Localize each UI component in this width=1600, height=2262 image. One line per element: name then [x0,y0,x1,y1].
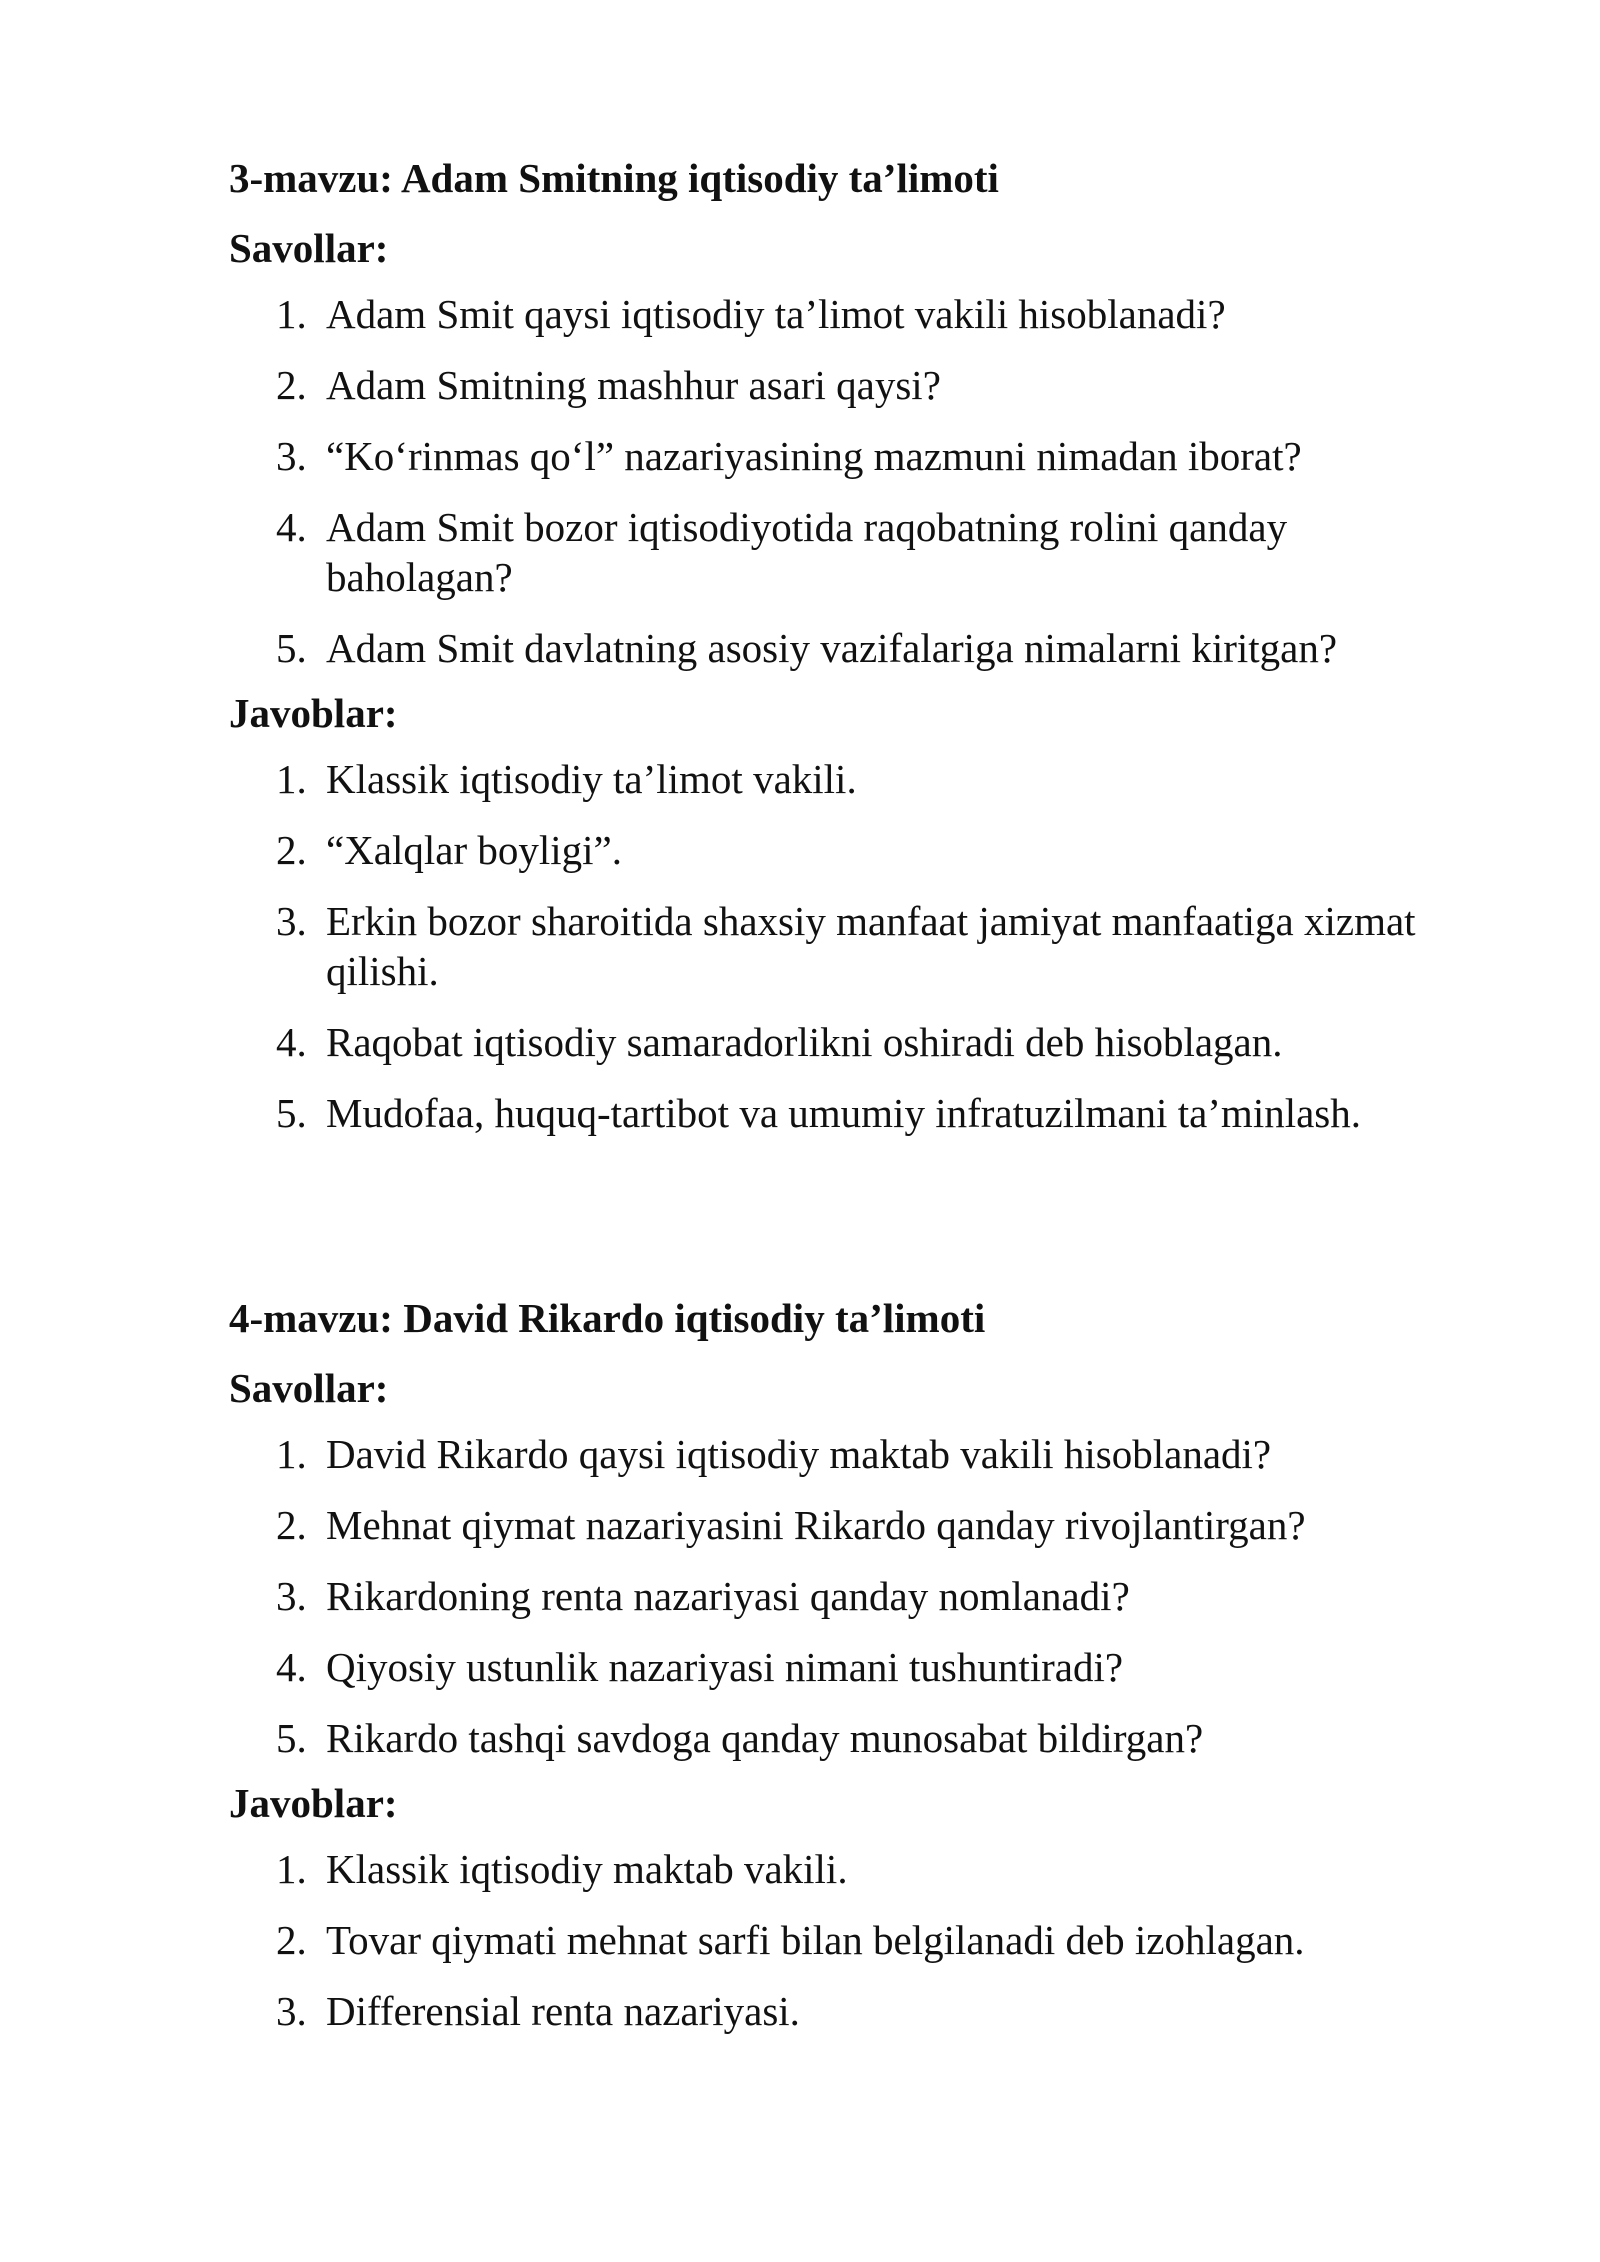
question-item [229,1571,1469,1621]
item-text: Mehnat qiymat nazariyasini Rikardo qanday rivojlantirgan? [326,1502,1306,1548]
questions-list [229,289,1469,673]
answer-item [229,754,1469,804]
topic-section-3 [229,148,1469,1138]
item-text: Erkin bozor sharoitida shaxsiy manfaat jamiyat manfaatiga xizmat qilishi. [326,898,1416,994]
item-number: 5. [276,1715,307,1761]
question-item [229,502,1469,602]
answer-item [229,1017,1469,1067]
item-number: 2. [276,1917,307,1963]
section-title: 3-mavzu: Adam Smitning iqtisodiy ta’limoti [229,155,999,201]
item-number: 1. [276,1431,307,1477]
section-spacer [229,1138,1469,1288]
item-number: 5. [276,1090,307,1136]
item-number: 3. [276,1988,307,2034]
item-text: Adam Smitning mashhur asari qaysi? [326,362,941,408]
item-number: 3. [276,433,307,479]
item-text: Mudofaa, huquq-tartibot va umumiy infratuzilmani ta’minlash. [326,1090,1362,1136]
answer-item [229,896,1469,996]
answers-heading: Javoblar: [229,690,398,736]
item-text: Qiyosiy ustunlik nazariyasi nimani tushuntiradi? [326,1644,1124,1690]
questions-list [229,1429,1469,1763]
answer-item [229,1088,1469,1138]
answer-item [229,825,1469,875]
item-text: Raqobat iqtisodiy samaradorlikni oshiradi deb hisoblagan. [326,1019,1283,1065]
item-number: 2. [276,1502,307,1548]
answer-item [229,1844,1469,1894]
item-number: 1. [276,1846,307,1892]
item-number: 3. [276,1573,307,1619]
item-text: “Xalqlar boyligi”. [326,827,623,873]
answer-item [229,1986,1469,2036]
answers-list [229,1844,1469,2036]
answers-heading: Javoblar: [229,1780,398,1826]
item-number: 4. [276,1019,307,1065]
question-item [229,1642,1469,1692]
answers-list [229,754,1469,1138]
answer-item [229,1915,1469,1965]
item-text: Adam Smit bozor iqtisodiyotida raqobatning rolini qanday baholagan? [326,504,1288,600]
item-number: 3. [276,898,307,944]
question-item [229,360,1469,410]
item-number: 5. [276,625,307,671]
question-item [229,1713,1469,1763]
item-text: “Ko‘rinmas qo‘l” nazariyasining mazmuni nimadan iborat? [326,433,1302,479]
item-number: 1. [276,291,307,337]
item-text: Rikardo tashqi savdoga qanday munosabat bildirgan? [326,1715,1204,1761]
item-text: Rikardoning renta nazariyasi qanday nomlanadi? [326,1573,1130,1619]
question-item [229,289,1469,339]
questions-heading: Savollar: [229,1365,389,1411]
item-number: 1. [276,756,307,802]
item-number: 4. [276,1644,307,1690]
question-item [229,623,1469,673]
question-item [229,1500,1469,1550]
item-text: David Rikardo qaysi iqtisodiy maktab vakili hisoblanadi? [326,1431,1272,1477]
item-number: 2. [276,827,307,873]
item-text: Differensial renta nazariyasi. [326,1988,800,2034]
item-number: 2. [276,362,307,408]
item-text: Adam Smit davlatning asosiy vazifalariga nimalarni kiritgan? [326,625,1338,671]
item-text: Tovar qiymati mehnat sarfi bilan belgilanadi deb izohlagan. [326,1917,1305,1963]
item-number: 4. [276,504,307,550]
item-text: Adam Smit qaysi iqtisodiy ta’limot vakili hisoblanadi? [326,291,1226,337]
section-title: 4-mavzu: David Rikardo iqtisodiy ta’limoti [229,1295,986,1341]
document-page [229,148,1469,2036]
item-text: Klassik iqtisodiy ta’limot vakili. [326,756,857,802]
item-text: Klassik iqtisodiy maktab vakili. [326,1846,848,1892]
question-item [229,1429,1469,1479]
questions-heading: Savollar: [229,225,389,271]
topic-section-4 [229,1288,1469,2036]
question-item [229,431,1469,481]
